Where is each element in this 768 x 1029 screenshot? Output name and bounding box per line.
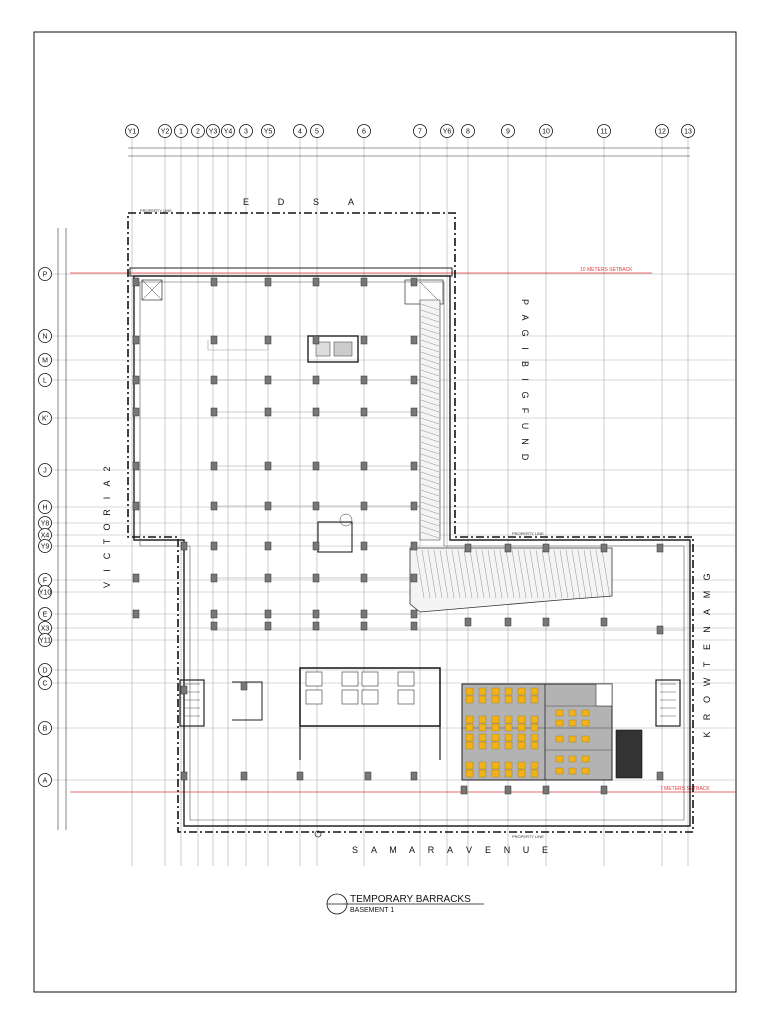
grid-label-top: 11 — [600, 128, 608, 136]
column — [657, 772, 663, 780]
street-letter: A — [446, 845, 454, 855]
bunk-bed — [479, 716, 486, 723]
column — [265, 376, 271, 384]
bunk-bed — [518, 742, 525, 749]
setback-label-bottom: 7 METERS SETBACK — [660, 786, 710, 792]
street-letter: F — [520, 407, 530, 414]
column — [313, 376, 319, 384]
column — [211, 622, 217, 630]
bunk-bed — [518, 696, 525, 703]
setback-label-top: 10 METERS SETBACK — [580, 267, 633, 273]
column — [313, 502, 319, 510]
street-letter: D — [277, 197, 285, 207]
column — [133, 376, 139, 384]
street-letter: O — [102, 523, 112, 531]
column — [265, 336, 271, 344]
street-letter: U — [520, 422, 530, 430]
bunk-bed — [492, 742, 499, 749]
column — [411, 610, 417, 618]
street-letter: 2 — [102, 466, 112, 472]
column — [265, 542, 271, 550]
street-letter: E — [242, 197, 250, 207]
property-line-label-north: PROPERTY LINE — [140, 208, 172, 213]
grid-label-left: X4 — [40, 532, 50, 540]
grid-label-left: Y9 — [40, 543, 50, 551]
bunk-bed — [531, 688, 538, 695]
column — [361, 462, 367, 470]
bunk-bed — [556, 756, 563, 762]
column — [411, 772, 417, 780]
sheet-border — [34, 32, 736, 992]
bunk-bed — [505, 716, 512, 723]
street-letter: A — [408, 845, 416, 855]
grid-label-top: 1 — [179, 128, 183, 136]
bunk-bed — [531, 716, 538, 723]
bunk-bed — [518, 688, 525, 695]
column — [313, 462, 319, 470]
grid-label-top: 7 — [418, 128, 422, 136]
grid-label-top: Y3 — [208, 128, 218, 136]
street-letter: T — [702, 661, 712, 668]
bunk-bed — [569, 768, 576, 774]
street-letter: R — [427, 845, 435, 855]
column — [265, 278, 271, 286]
service-core-central — [318, 522, 352, 552]
street-letter: R — [702, 713, 712, 721]
drawing-title: TEMPORARY BARRACKS — [350, 894, 471, 905]
street-label-edsa — [243, 197, 354, 207]
bunk-bed — [531, 762, 538, 769]
bunk-bed — [556, 710, 563, 716]
column — [133, 610, 139, 618]
bunk-bed — [582, 736, 589, 742]
column — [181, 686, 187, 694]
street-letter: I — [520, 347, 530, 350]
bunk-bed — [582, 710, 589, 716]
bunk-bed — [582, 768, 589, 774]
street-letter: S — [312, 197, 320, 207]
column — [543, 786, 549, 794]
bunk-bed — [518, 762, 525, 769]
bunk-bed — [479, 724, 486, 731]
column — [361, 278, 367, 286]
street-letter: N — [503, 845, 511, 855]
grid-label-top: Y6 — [442, 128, 452, 136]
column — [133, 502, 139, 510]
column — [411, 376, 417, 384]
column — [211, 376, 217, 384]
street-letter: I — [102, 496, 112, 500]
grid-label-left: C — [42, 680, 48, 688]
bunk-bed — [466, 696, 473, 703]
grid-label-left: E — [42, 611, 48, 619]
bunk-bed — [466, 742, 473, 749]
street-letter: I — [520, 378, 530, 381]
grid-label-left: Y8 — [40, 520, 50, 528]
bunk-bed — [466, 716, 473, 723]
bunk-bed — [531, 742, 538, 749]
grid-label-left: X3 — [40, 625, 50, 633]
bunk-bed — [556, 720, 563, 726]
grid-label-top: 5 — [315, 128, 319, 136]
column — [361, 336, 367, 344]
column — [181, 542, 187, 550]
street-label-gma-network — [702, 573, 712, 737]
grid-label-left: K' — [41, 415, 49, 423]
bunk-bed — [479, 734, 486, 741]
bunk-bed — [466, 688, 473, 695]
bunk-bed — [505, 770, 512, 777]
grid-label-left: Y10 — [38, 589, 52, 597]
street-letter: N — [702, 626, 712, 633]
street-letter: G — [520, 329, 530, 337]
street-letter: S — [351, 845, 359, 855]
column — [133, 336, 139, 344]
grid-bubbles-top — [126, 125, 695, 138]
column — [313, 622, 319, 630]
column — [265, 622, 271, 630]
column — [461, 786, 467, 794]
bunk-bed — [505, 734, 512, 741]
street-letter: P — [520, 298, 530, 306]
bunk-bed — [492, 762, 499, 769]
column — [313, 336, 319, 344]
column — [601, 544, 607, 552]
column — [265, 574, 271, 582]
bunk-bed — [531, 770, 538, 777]
column — [241, 772, 247, 780]
street-letter: A — [102, 480, 112, 487]
vehicle-ramp — [410, 300, 612, 612]
column — [265, 408, 271, 416]
grid-label-top: 8 — [466, 128, 470, 136]
column — [265, 502, 271, 510]
column — [543, 544, 549, 552]
grid-label-top: Y5 — [263, 128, 273, 136]
column — [601, 786, 607, 794]
top-dimension-strings — [128, 148, 690, 156]
grid-label-top: 12 — [658, 128, 666, 136]
column — [313, 542, 319, 550]
grid-label-left: H — [42, 504, 48, 512]
bunk-bed — [531, 724, 538, 731]
bunk-bed — [479, 696, 486, 703]
street-letter: G — [702, 573, 712, 581]
street-letter: A — [347, 197, 355, 207]
column — [211, 502, 217, 510]
bunk-bed — [582, 720, 589, 726]
column — [543, 618, 549, 626]
street-letter: V — [102, 581, 112, 589]
bunk-bed — [466, 762, 473, 769]
north-retaining-wall — [130, 268, 452, 276]
column — [411, 408, 417, 416]
left-dimension-strings — [58, 228, 66, 830]
property-line-label-south: PROPERTY LINE — [512, 834, 544, 839]
grid-label-left: D — [42, 667, 48, 675]
grid-label-left: L — [43, 377, 47, 385]
street-letter: V — [465, 845, 473, 855]
grid-label-left: P — [42, 271, 48, 279]
bunk-bed — [569, 710, 576, 716]
street-label-victoria-2 — [102, 466, 112, 588]
street-label-samar-avenue — [352, 845, 548, 855]
column — [411, 622, 417, 630]
grid-label-left: Y11 — [39, 637, 51, 645]
bunk-bed — [466, 734, 473, 741]
bunk-bed — [569, 736, 576, 742]
bunk-bed — [479, 762, 486, 769]
grid-label-top: 13 — [684, 128, 692, 136]
bunk-bed — [505, 724, 512, 731]
column — [313, 408, 319, 416]
column — [505, 544, 511, 552]
column — [657, 544, 663, 552]
street-letter: U — [522, 845, 530, 855]
bunk-bed — [466, 770, 473, 777]
grid-label-left: A — [42, 777, 48, 785]
street-letter: G — [520, 391, 530, 399]
column — [601, 618, 607, 626]
column — [361, 622, 367, 630]
grid-label-left: N — [42, 333, 48, 341]
bunk-bed — [505, 688, 512, 695]
property-line-label-east: PROPERTY LINE — [512, 531, 544, 536]
bunk-bed — [492, 770, 499, 777]
street-letter: N — [520, 438, 530, 445]
column — [211, 336, 217, 344]
column — [411, 502, 417, 510]
column — [133, 278, 139, 286]
bunk-bed — [492, 696, 499, 703]
street-letter: O — [702, 695, 712, 704]
bunk-bed — [479, 688, 486, 695]
column — [411, 574, 417, 582]
bunk-bed — [492, 688, 499, 695]
stair-core-southeast — [616, 680, 680, 778]
bunk-bed — [479, 770, 486, 777]
street-letter: A — [702, 608, 712, 616]
bunk-bed — [531, 734, 538, 741]
bunk-bed — [518, 716, 525, 723]
bunk-bed — [569, 720, 576, 726]
street-letter: E — [541, 845, 549, 855]
grid-label-top: 10 — [542, 128, 550, 136]
drawing-subtitle: BASEMENT 1 — [350, 907, 395, 914]
column — [411, 336, 417, 344]
column — [465, 544, 471, 552]
bunk-bed — [492, 734, 499, 741]
bunk-bed — [518, 734, 525, 741]
bunk-bed — [556, 736, 563, 742]
column — [297, 772, 303, 780]
elevator-core-south — [300, 668, 440, 760]
street-letter: B — [520, 360, 530, 368]
column — [133, 408, 139, 416]
column — [505, 786, 511, 794]
column — [265, 462, 271, 470]
bunk-bed — [466, 724, 473, 731]
column — [211, 462, 217, 470]
column — [241, 682, 247, 690]
temporary-barracks-area — [462, 684, 612, 780]
bunk-bed — [531, 696, 538, 703]
column — [361, 542, 367, 550]
grid-label-left: J — [43, 467, 47, 475]
street-letter: A — [520, 314, 530, 321]
column — [411, 542, 417, 550]
grid-label-top: 9 — [506, 128, 510, 136]
column — [361, 574, 367, 582]
column — [211, 574, 217, 582]
bunk-bed — [505, 696, 512, 703]
column — [313, 610, 319, 618]
column — [361, 376, 367, 384]
bunk-bed — [505, 762, 512, 769]
grid-label-top: 6 — [362, 128, 366, 136]
column — [411, 462, 417, 470]
street-letter: E — [702, 643, 712, 651]
grid-bubbles-left — [39, 268, 52, 787]
bunk-bed — [518, 724, 525, 731]
bunk-bed — [505, 742, 512, 749]
street-letter: T — [102, 538, 112, 545]
street-letter: W — [702, 677, 712, 687]
grid-label-top: Y2 — [160, 128, 170, 136]
column — [361, 610, 367, 618]
title-block — [327, 894, 484, 914]
grid-label-left: F — [42, 577, 48, 585]
stair-core-southwest — [180, 680, 262, 726]
bunk-bed — [492, 716, 499, 723]
grid-label-left: M — [42, 357, 48, 365]
column — [211, 278, 217, 286]
street-letter: D — [520, 453, 530, 461]
column — [465, 618, 471, 626]
bunk-bed — [479, 742, 486, 749]
bunk-bed — [556, 768, 563, 774]
column — [411, 278, 417, 286]
street-letter: M — [702, 590, 712, 599]
grid-label-top: Y4 — [223, 128, 233, 136]
column — [313, 278, 319, 286]
column — [133, 574, 139, 582]
column — [133, 462, 139, 470]
bunk-bed — [518, 770, 525, 777]
grid-label-top: 2 — [196, 128, 200, 136]
street-letter: C — [102, 552, 112, 560]
column — [211, 408, 217, 416]
street-letter: M — [389, 845, 397, 855]
column — [313, 574, 319, 582]
column — [181, 772, 187, 780]
horizontal-grid-lines — [52, 274, 735, 780]
street-letter: K — [702, 731, 712, 738]
grid-label-top: Y1 — [127, 128, 137, 136]
column — [505, 618, 511, 626]
street-letter: R — [102, 509, 112, 516]
column — [361, 502, 367, 510]
bunk-bed — [582, 756, 589, 762]
column — [211, 610, 217, 618]
bunk-bed — [569, 756, 576, 762]
grid-label-top: 3 — [244, 128, 248, 136]
grid-label-left: B — [42, 725, 48, 733]
column — [657, 626, 663, 634]
bunk-bed — [492, 724, 499, 731]
street-letter: I — [102, 569, 112, 572]
column — [265, 610, 271, 618]
street-letter: A — [370, 845, 378, 855]
column — [361, 408, 367, 416]
street-letter: E — [484, 845, 492, 855]
column — [211, 542, 217, 550]
grid-label-top: 4 — [298, 128, 302, 136]
street-label-pag-ibig-fund — [520, 299, 530, 461]
column — [365, 772, 371, 780]
